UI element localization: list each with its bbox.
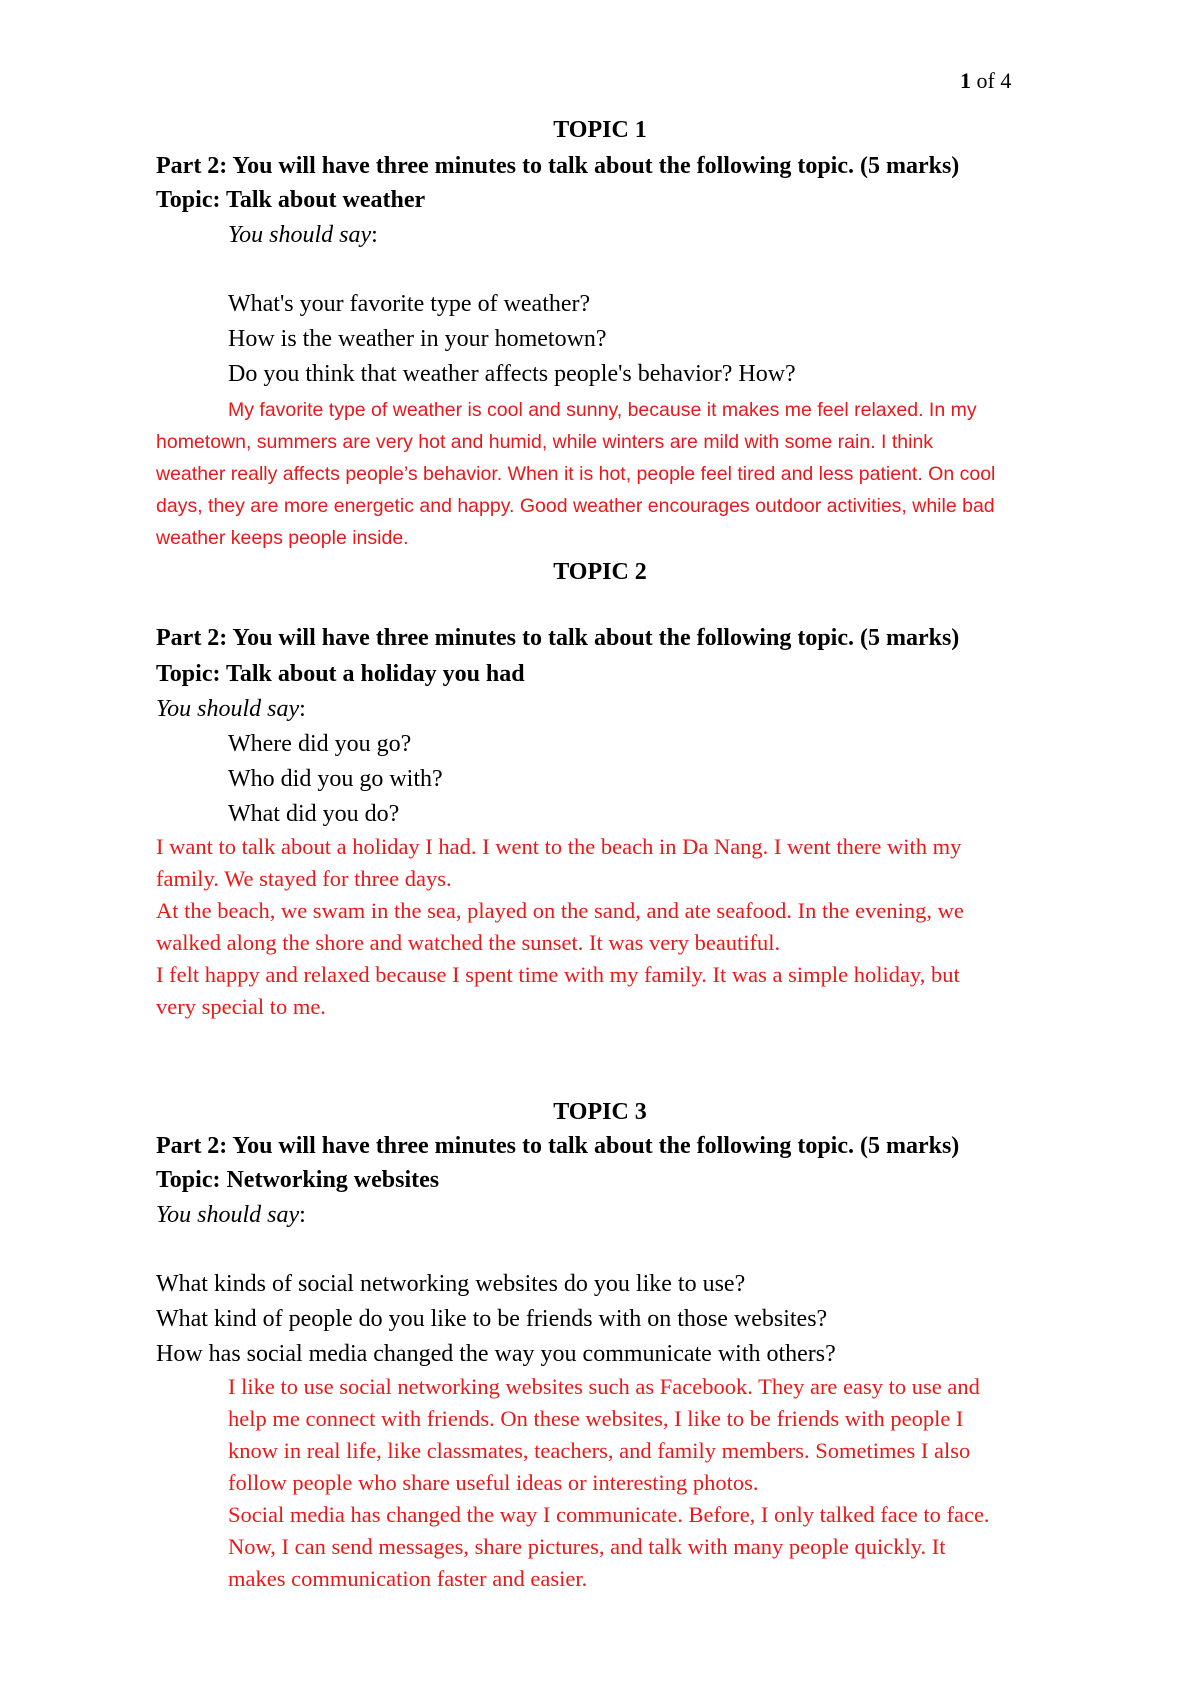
topic2-answer-line: family. We stayed for three days. xyxy=(156,866,452,891)
topic2-should-say: You should say: xyxy=(156,696,306,722)
topic2-heading: TOPIC 2 xyxy=(553,559,647,585)
topic3-answer-line: know in real life, like classmates, teachers, and family members. Sometimes I also xyxy=(228,1438,971,1463)
topic3-should-say: You should say: xyxy=(156,1202,306,1228)
topic2-answer-line: I want to talk about a holiday I had. I went to the beach in Da Nang. I went there with my xyxy=(156,834,962,859)
topic3-answer-line: help me connect with friends. On these websites, I like to be friends with people I xyxy=(228,1406,964,1431)
topic1-answer-line: days, they are more energetic and happy. Good weather encourages outdoor activities, while bad xyxy=(156,495,995,517)
topic1-answer-line: weather really affects people’s behavior. When it is hot, people feel tired and less patient. On cool xyxy=(156,463,996,485)
topic2-question: Where did you go? xyxy=(228,731,412,757)
page-number: 1 of 4 xyxy=(960,68,1012,93)
topic1-question: How is the weather in your hometown? xyxy=(228,326,607,352)
topic2-answer-line: I felt happy and relaxed because I spent time with my family. It was a simple holiday, but xyxy=(156,962,960,987)
topic2-answer-line: At the beach, we swam in the sea, played on the sand, and ate seafood. In the evening, we xyxy=(156,898,964,923)
topic1-question: Do you think that weather affects people's behavior? How? xyxy=(228,361,796,387)
topic3-topic: Topic: Networking websites xyxy=(156,1167,440,1193)
topic3-answer-line: makes communication faster and easier. xyxy=(228,1566,588,1591)
topic3-answer-line: Now, I can send messages, share pictures, and talk with many people quickly. It xyxy=(228,1534,946,1559)
topic1-answer-line: hometown, summers are very hot and humid, while winters are mild with some rain. I think xyxy=(156,431,934,453)
topic1-heading: TOPIC 1 xyxy=(553,117,647,143)
topic3-question: What kinds of social networking websites do you like to use? xyxy=(156,1271,746,1297)
topic2-answer-line: walked along the shore and watched the sunset. It was very beautiful. xyxy=(156,930,781,955)
topic2-question: Who did you go with? xyxy=(228,766,443,792)
topic2-part: Part 2: You will have three minutes to talk about the following topic. (5 marks) xyxy=(156,625,960,651)
topic2-question: What did you do? xyxy=(228,801,400,827)
topic3-part: Part 2: You will have three minutes to talk about the following topic. (5 marks) xyxy=(156,1133,960,1159)
topic1-answer-line: weather keeps people inside. xyxy=(156,527,409,549)
topic1-should-say: You should say: xyxy=(228,222,378,248)
topic3-question: What kind of people do you like to be friends with on those websites? xyxy=(156,1306,828,1332)
topic1-topic: Topic: Talk about weather xyxy=(156,187,426,213)
topic1-answer-line: My favorite type of weather is cool and sunny, because it makes me feel relaxed. In my xyxy=(228,399,977,421)
topic3-answer-line: follow people who share useful ideas or interesting photos. xyxy=(228,1470,759,1495)
topic3-question: How has social media changed the way you communicate with others? xyxy=(156,1341,836,1367)
topic3-answer-line: Social media has changed the way I communicate. Before, I only talked face to face. xyxy=(228,1502,990,1527)
topic2-answer-line: very special to me. xyxy=(156,994,326,1019)
topic3-answer-line: I like to use social networking websites such as Facebook. They are easy to use and xyxy=(228,1374,980,1399)
topic3-heading: TOPIC 3 xyxy=(553,1099,647,1125)
topic1-question: What's your favorite type of weather? xyxy=(228,291,591,317)
topic2-topic: Topic: Talk about a holiday you had xyxy=(156,661,525,687)
topic1-part: Part 2: You will have three minutes to talk about the following topic. (5 marks) xyxy=(156,153,960,179)
